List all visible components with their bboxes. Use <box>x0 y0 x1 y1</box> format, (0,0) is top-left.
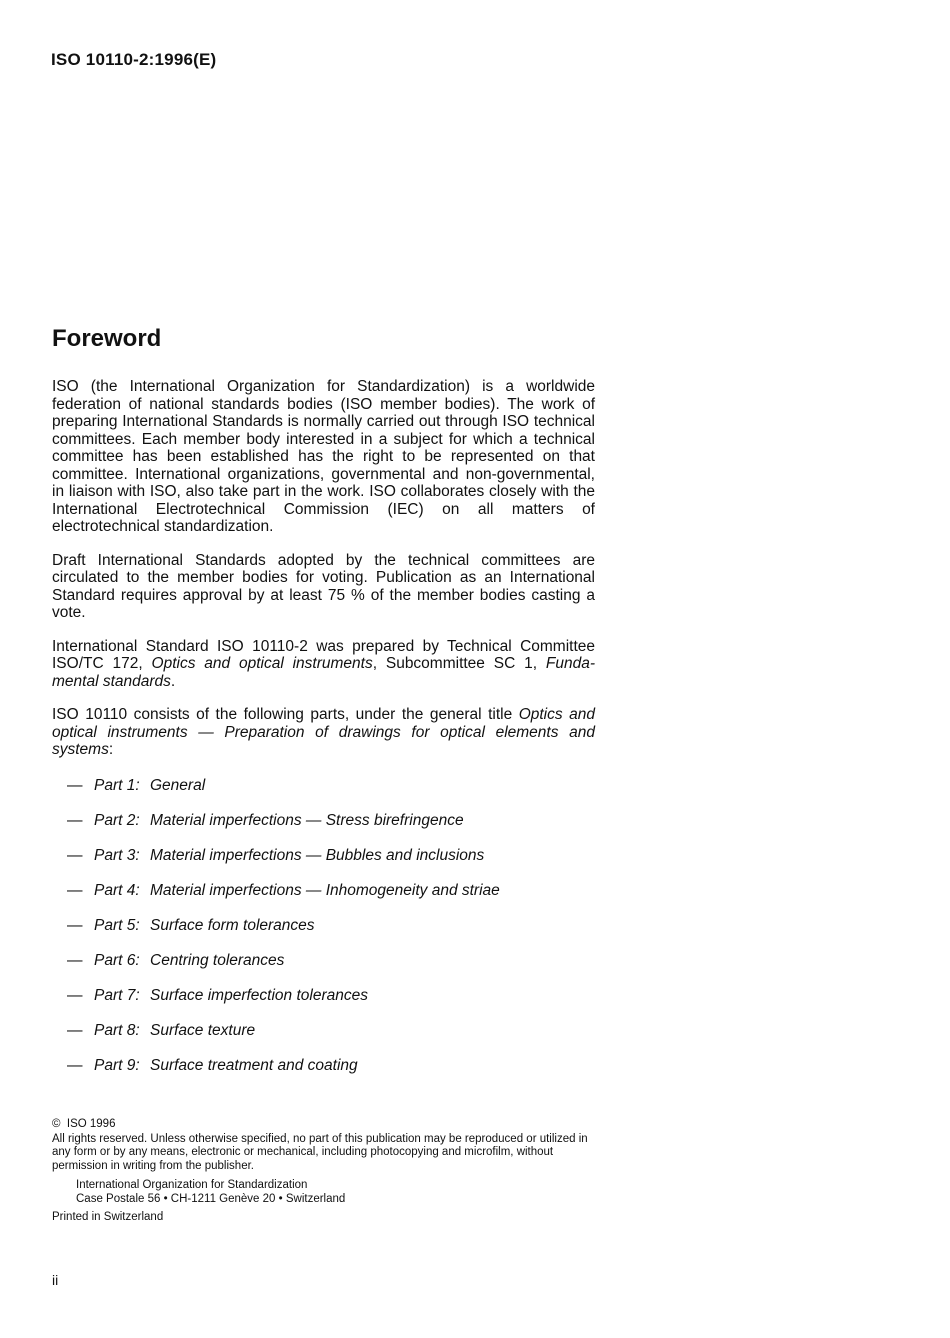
part-title: Surface treatment and coating <box>150 1056 358 1074</box>
list-dash: — <box>67 1021 83 1039</box>
general-title: Optics and optical instruments — Preparation of drawings for optical elements and systems <box>52 706 595 758</box>
list-dash: — <box>67 846 83 864</box>
part-title: Material imperfections — Bubbles and inclusions <box>150 846 485 864</box>
subcommittee-text: , Subcommittee SC 1, <box>372 655 546 672</box>
part-title: Surface texture <box>150 1021 256 1039</box>
foreword-body <box>52 378 595 1092</box>
parts-intro-end: : <box>108 741 114 758</box>
rights-notice: All rights reserved. Unless otherwise specified, no part of this publication may be reproduced or utilized in any form or by any means, electronic or mechanical, including photocopying and microfilm, without permission in writing from the publisher. <box>52 1132 588 1172</box>
copyright-icon: © <box>52 1118 61 1130</box>
preparation-text: International Standard ISO 10110-2 was prepared by Technical Committee ISO/TC 172, <box>52 637 595 672</box>
copyright-block <box>52 1118 597 1225</box>
preparation-end: . <box>170 672 176 690</box>
part-label: Part 4: <box>94 881 140 899</box>
part-label: Part 7: <box>94 986 140 1004</box>
list-dash: — <box>67 776 83 794</box>
part-title: Centring tolerances <box>150 951 285 969</box>
organization-name: International Organization for Standardization <box>76 1179 308 1191</box>
part-label: Part 1: <box>94 776 140 794</box>
parts-list <box>52 777 595 1092</box>
list-item <box>52 1022 595 1057</box>
list-item <box>52 882 595 917</box>
part-label: Part 5: <box>94 916 140 934</box>
list-item <box>52 847 595 882</box>
list-dash: — <box>67 811 83 829</box>
list-item <box>52 1057 595 1092</box>
organization-address: Case Postale 56 • CH-1211 Genève 20 • Switzerland <box>76 1192 346 1205</box>
list-item <box>52 987 595 1022</box>
printed-in: Printed in Switzerland <box>52 1211 164 1223</box>
part-label: Part 2: <box>94 811 140 829</box>
list-dash: — <box>67 951 83 969</box>
part-title: Surface imperfection tolerances <box>150 986 368 1004</box>
document-header: ISO 10110-2:1996(E) <box>51 50 217 69</box>
paragraph-preparation <box>52 638 595 691</box>
paragraph-parts-intro <box>52 706 595 759</box>
part-label: Part 8: <box>94 1021 140 1039</box>
list-item <box>52 952 595 987</box>
paragraph-draft-standards: Draft International Standards adopted by the technical committees are circulated to the member bodies for voting. Publication as an International Standard requires approval by at least 75 % of the member bodies casting a vote. <box>52 551 595 621</box>
part-title: Material imperfections — Stress birefringence <box>150 811 464 829</box>
page-number: ii <box>52 1272 59 1288</box>
part-title: Surface form tolerances <box>150 916 315 934</box>
list-dash: — <box>67 986 83 1004</box>
list-dash: — <box>67 916 83 934</box>
part-label: Part 6: <box>94 951 140 969</box>
subcommittee-title: Funda-mental standards <box>52 655 596 690</box>
parts-intro-text: ISO 10110 consists of the following parts, under the general title <box>52 706 519 723</box>
copyright-year: ISO 1996 <box>66 1118 116 1130</box>
committee-title: Optics and optical instruments <box>151 655 373 672</box>
list-item <box>52 917 595 952</box>
list-dash: — <box>67 1056 83 1074</box>
part-title: Material imperfections — Inhomogeneity and striae <box>150 881 500 899</box>
list-dash: — <box>67 881 83 899</box>
page-title: Foreword <box>52 325 162 352</box>
part-label: Part 9: <box>94 1056 140 1074</box>
part-label: Part 3: <box>94 846 140 864</box>
copyright-line <box>52 1118 597 1132</box>
list-item <box>52 777 595 812</box>
paragraph-iso-intro: ISO (the International Organization for Standardization) is a worldwide federation of national standards bodies (ISO member bodies). The work of preparing International Standards is normally carried out through ISO technical committees. Each member body interested in a subject for which a technical committee has been established has the right to be represented on that committee. International organizations, governmental and non-governmental, in liaison with ISO, also take part in the work. ISO collaborates closely with the International Electrotechnical Commission (IEC) on all matters of electrotechnical standardization. <box>52 378 595 535</box>
part-title: General <box>150 776 206 794</box>
list-item <box>52 812 595 847</box>
